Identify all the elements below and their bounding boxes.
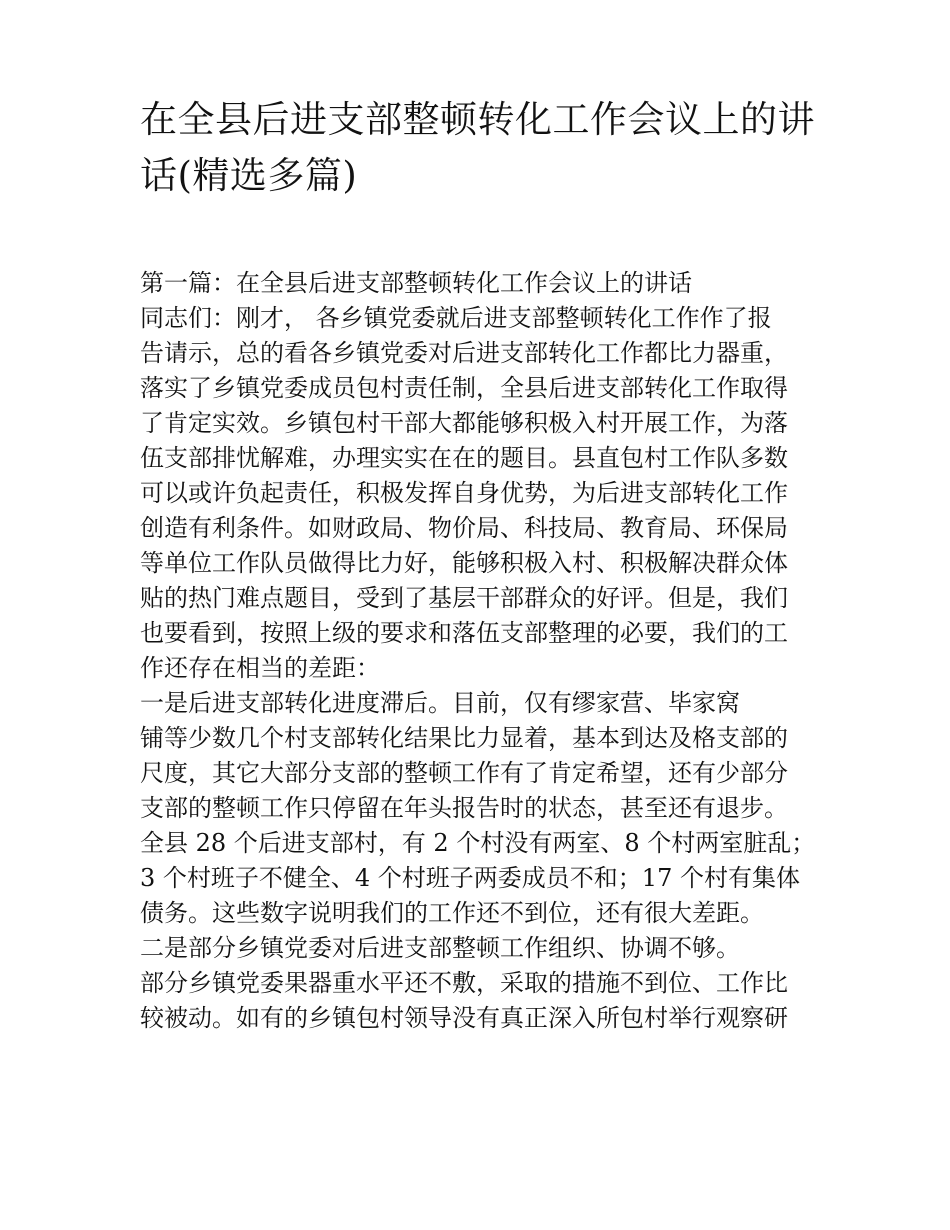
body-line: 支部的整顿工作只停留在年头报告时的状态，甚至还有退步。: [140, 794, 788, 822]
document-body: [140, 266, 820, 1036]
body-line: 二是部分乡镇党委对后进支部整顿工作组织、协调不够。: [140, 934, 740, 962]
document-title: [140, 92, 820, 204]
body-line: 3 个村班子不健全、4 个村班子两委成员不和；17 个村有集体: [140, 864, 800, 892]
body-line: 等单位工作队员做得比力好，能够积极入村、积极解决群众体: [140, 549, 788, 577]
body-line: 全县 28 个后进支部村，有 2 个村没有两室、8 个村两室脏乱；: [140, 829, 816, 857]
title-line: 在全县后进支部整顿转化工作会议上的讲: [140, 98, 815, 141]
body-line: 第一篇：在全县后进支部整顿转化工作会议上的讲话: [140, 269, 692, 297]
body-line: 了肯定实效。乡镇包村干部大都能够积极入村开展工作，为落: [140, 409, 788, 437]
body-line: 尺度，其它大部分支部的整顿工作有了肯定希望，还有少部分: [140, 759, 788, 787]
body-line: 作还存在相当的差距：: [140, 654, 380, 682]
body-line: 落实了乡镇党委成员包村责任制，全县后进支部转化工作取得: [140, 374, 788, 402]
body-line: 创造有利条件。如财政局、物价局、科技局、教育局、环保局: [140, 514, 788, 542]
title-line: 话(精选多篇): [140, 154, 358, 197]
body-line: 铺等少数几个村支部转化结果比力显着，基本到达及格支部的: [140, 724, 788, 752]
body-line: 较被动。如有的乡镇包村领导没有真正深入所包村举行观察研: [140, 1004, 788, 1032]
body-line: 可以或许负起责任，积极发挥自身优势，为后进支部转化工作: [140, 479, 788, 507]
body-line: 同志们：刚才， 各乡镇党委就后进支部整顿转化工作作了报: [140, 304, 772, 332]
body-line: 债务。这些数字说明我们的工作还不到位，还有很大差距。: [140, 899, 764, 927]
body-line: 告请示，总的看各乡镇党委对后进支部转化工作都比力器重，: [140, 339, 788, 367]
body-line: 贴的热门难点题目，受到了基层干部群众的好评。但是，我们: [140, 584, 788, 612]
body-line: 伍支部排忧解难，办理实实在在的题目。县直包村工作队多数: [140, 444, 788, 472]
body-line: 一是后进支部转化进度滞后。目前，仅有缪家营、毕家窝: [140, 689, 740, 717]
body-line: 也要看到，按照上级的要求和落伍支部整理的必要，我们的工: [140, 619, 788, 647]
body-line: 部分乡镇党委果器重水平还不敷，采取的措施不到位、工作比: [140, 969, 788, 997]
